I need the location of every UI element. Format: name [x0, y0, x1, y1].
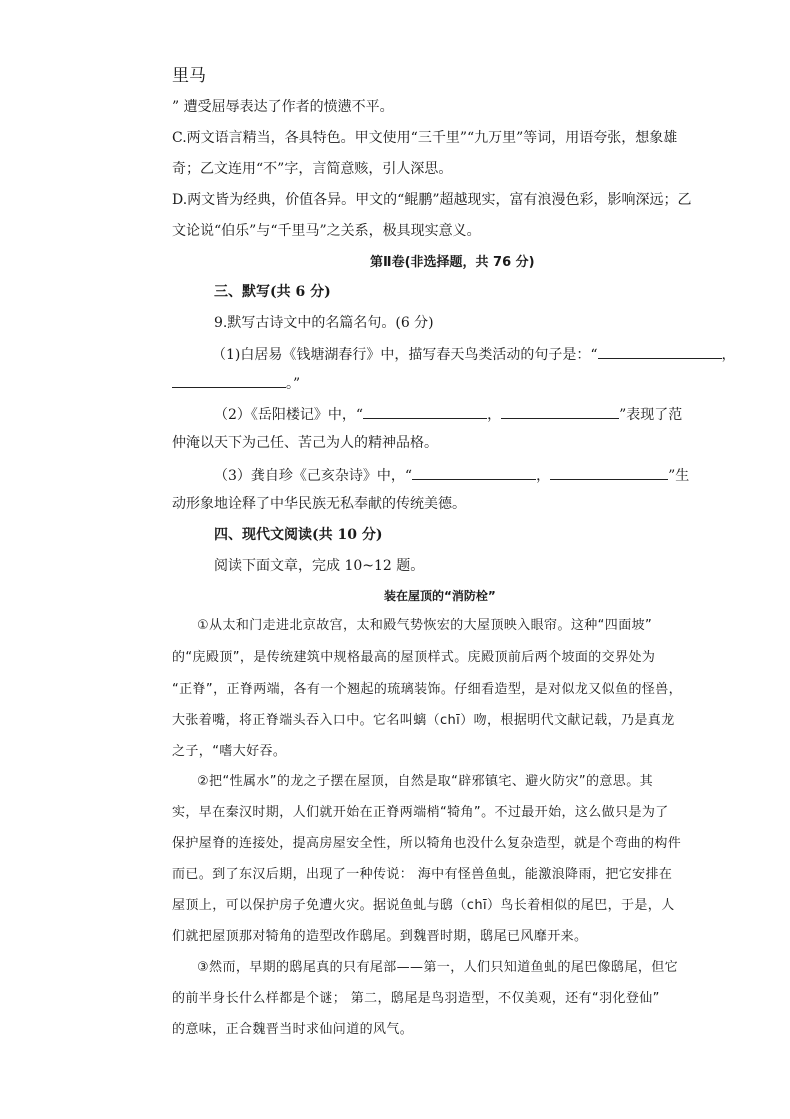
- comma: ，: [536, 468, 551, 484]
- q9-item3-line1: [214, 465, 689, 486]
- section3-heading: 三、默写(共 6 分): [214, 284, 331, 300]
- comma: ，: [721, 347, 736, 363]
- answer-blank[interactable]: [172, 373, 286, 388]
- p2-line5: 屋顶上，可以保护房子免遭火灾。据说鱼虬与鸱（chī）鸟长着相似的尾巴，于是，人: [172, 898, 675, 913]
- p3-line1: ③然而，早期的鸱尾真的只有尾部——第一，人们只知道鱼虬的尾巴像鸱尾，但它: [197, 960, 679, 975]
- q9-item2-text: （2）《岳阳楼记》中，“: [214, 407, 364, 423]
- q9-item3-line2: 动形象地诠释了中华民族无私奉献的传统美德。: [172, 496, 466, 512]
- p1-line2: 的“庑殿顶”，是传统建筑中规格最高的屋顶样式。庑殿顶前后两个坡面的交界处为: [172, 650, 656, 665]
- answer-blank[interactable]: [550, 465, 668, 480]
- question-9: 9.默写古诗文中的名篇名句。(6 分): [214, 315, 434, 331]
- top-fragment: 里马: [172, 66, 206, 86]
- reading-instruction: 阅读下面文章，完成 10~12 题。: [214, 558, 425, 574]
- answer-blank[interactable]: [363, 404, 487, 419]
- option-b-end: ” 遭受屈辱表达了作者的愤懑不平。: [172, 99, 394, 115]
- article-title: 装在屋顶的“消防栓”: [384, 589, 496, 603]
- q9-item3-tail: ”生: [668, 468, 690, 484]
- option-d-line1: D.两文皆为经典，价值各异。甲文的“鲲鹏”超越现实，富有浪漫色彩，影响深远；乙: [172, 192, 692, 208]
- q9-item2-line1: [214, 404, 682, 425]
- p2-line4: 而已。到了东汉后期，出现了一种传说： 海中有怪兽鱼虬，能激浪降雨，把它安排在: [172, 867, 673, 882]
- q9-item1-line1: [212, 344, 736, 365]
- p2-line3: 保护屋脊的连接处，提高房屋安全性，所以犄角也没什么复杂造型，就是个弯曲的构件: [172, 836, 682, 851]
- p3-line2: 的前半身长什么样都是个谜； 第二，鸱尾是鸟羽造型，不仅美观，还有“羽化登仙”: [172, 991, 660, 1006]
- q9-item3-text: （3）龚自珍《己亥杂诗》中，“: [214, 468, 413, 484]
- p2-line6: 们就把屋顶那对犄角的造型改作鸱尾。到魏晋时期，鸱尾已风靡开来。: [172, 929, 588, 944]
- answer-blank[interactable]: [598, 344, 722, 359]
- q9-item2-tail: ”表现了范: [619, 407, 683, 423]
- option-d-line2: 文论说“伯乐”与“千里马”之关系，极具现实意义。: [172, 223, 481, 239]
- p1-line3: “正脊”，正脊两端，各有一个翘起的琉璃装饰。仔细看造型，是对似龙又似鱼的怪兽，: [172, 682, 683, 697]
- p1-line1: ①从太和门走进北京故宫，太和殿气势恢宏的大屋顶映入眼帘。这种“四面坡”: [197, 618, 653, 633]
- p1-line5: 之子，“嗜大好吞。: [172, 744, 287, 759]
- q9-item1-text: （1)白居易《钱塘湖春行》中，描写春天鸟类活动的句子是：“: [212, 347, 598, 363]
- volume-title: 第Ⅱ卷(非选择题，共 76 分): [370, 255, 535, 270]
- p2-line2: 实，早在秦汉时期，人们就开始在正脊两端梢“犄角”。不过最开始，这么做只是为了: [172, 805, 669, 820]
- end-quote: 。”: [286, 376, 301, 392]
- q9-item1-line2: [172, 373, 300, 394]
- p2-line1: ②把“性属水”的龙之子摆在屋顶，自然是取“辟邪镇宅、避火防灾”的意思。其: [197, 774, 653, 789]
- answer-blank[interactable]: [412, 465, 536, 480]
- p3-line3: 的意味，正合魏晋当时求仙问道的风气。: [172, 1022, 414, 1037]
- comma: ，: [487, 407, 502, 423]
- answer-blank[interactable]: [501, 404, 619, 419]
- section4-heading: 四、现代文阅读(共 10 分): [214, 527, 383, 543]
- p1-line4: 大张着嘴，将正脊端头吞入口中。它名叫螭（chī）吻，根据明代文献记载，乃是真龙: [172, 713, 675, 728]
- q9-item2-line2: 仲淹以天下为己任、苦己为人的精神品格。: [172, 435, 438, 451]
- option-c-line2: 奇；乙文连用“不”字，言简意赅，引人深思。: [172, 161, 453, 177]
- option-c-line1: C.两文语言精当，各具特色。甲文使用“三千里”“九万里”等词，用语夸张，想象雄: [172, 130, 678, 146]
